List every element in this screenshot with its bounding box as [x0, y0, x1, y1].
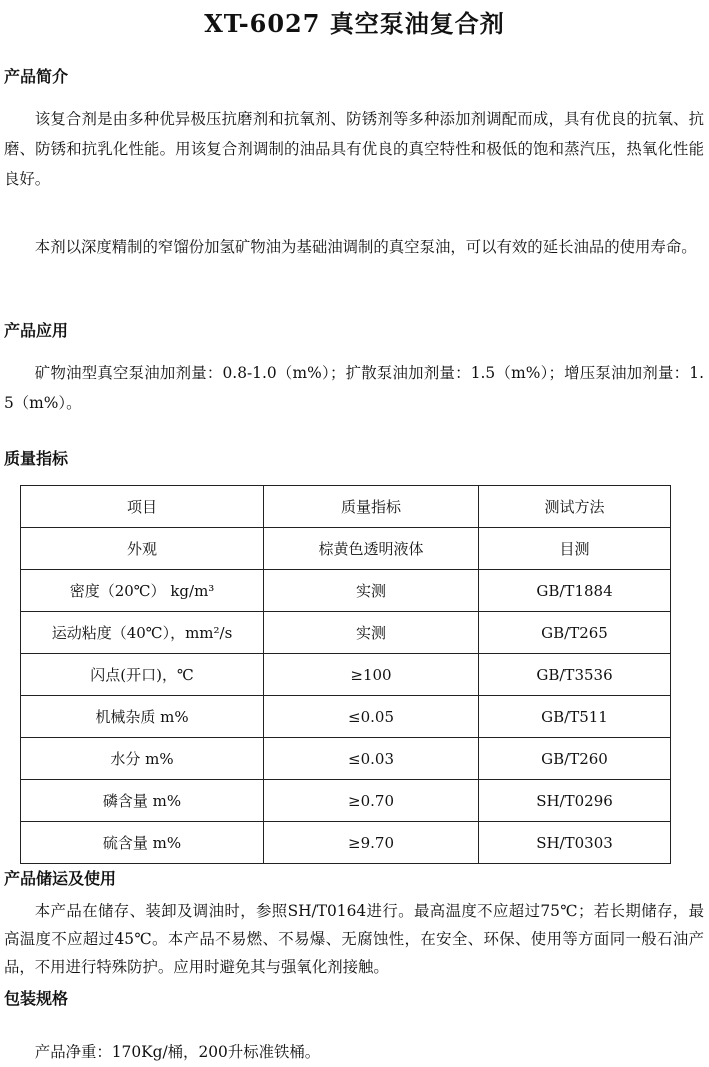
intro-paragraph-1: 该复合剂是由多种优异极压抗磨剂和抗氧剂、防锈剂等多种添加剂调配而成，具有优良的抗氧、抗磨、防锈和抗乳化性能。用该复合剂调制的油品具有优良的真空特性和极低的饱和蒸汽压，热氧化性能良好。 [4, 110, 704, 188]
quality-spec-table [20, 485, 671, 864]
table-cell-spec: 实测 [264, 570, 479, 612]
table-row [21, 696, 671, 738]
table-row [21, 738, 671, 780]
table-header-cell: 质量指标 [264, 486, 479, 528]
table-cell-spec: ≤0.05 [264, 696, 479, 738]
section-heading-packaging: 包装规格 [4, 989, 69, 1008]
table-cell-spec: 棕黄色透明液体 [264, 528, 479, 570]
section-heading-storage: 产品储运及使用 [4, 869, 117, 888]
table-row [21, 570, 671, 612]
table-row [21, 822, 671, 864]
table-cell-item: 密度（20℃） kg/m³ [21, 570, 264, 612]
table-cell-item: 机械杂质 m% [21, 696, 264, 738]
table-cell-method: GB/T1884 [479, 570, 671, 612]
table-cell-spec: 实测 [264, 612, 479, 654]
table-cell-spec: ≥100 [264, 654, 479, 696]
table-cell-spec: ≥0.70 [264, 780, 479, 822]
table-row [21, 654, 671, 696]
packaging-paragraph: 产品净重：170Kg/桶，200升标准铁桶。 [34, 1043, 321, 1061]
intro-paragraph-2: 本剂以深度精制的窄馏份加氢矿物油为基础油调制的真空泵油，可以有效的延长油品的使用寿命。 [34, 238, 697, 256]
table-header-row [21, 486, 671, 528]
table-cell-item: 闪点(开口)，℃ [21, 654, 264, 696]
table-cell-method: GB/T265 [479, 612, 671, 654]
table-cell-spec: ≥9.70 [264, 822, 479, 864]
table-cell-spec: ≤0.03 [264, 738, 479, 780]
table-header-cell: 项目 [21, 486, 264, 528]
table-cell-method: GB/T260 [479, 738, 671, 780]
section-heading-quality: 质量指标 [4, 449, 69, 468]
application-paragraph: 矿物油型真空泵油加剂量：0.8-1.0（m%）；扩散泵油加剂量：1.5（m%）；增压泵油加剂量：1.5（m%）。 [4, 364, 704, 412]
table-header-cell: 测试方法 [479, 486, 671, 528]
table-cell-method: SH/T0303 [479, 822, 671, 864]
table-cell-item: 磷含量 m% [21, 780, 264, 822]
table-cell-item: 外观 [21, 528, 264, 570]
table-cell-method: GB/T511 [479, 696, 671, 738]
table-cell-method: SH/T0296 [479, 780, 671, 822]
section-heading-intro: 产品简介 [4, 67, 69, 86]
table-cell-item: 硫含量 m% [21, 822, 264, 864]
table-row [21, 780, 671, 822]
section-heading-application: 产品应用 [4, 321, 69, 340]
table-row [21, 528, 671, 570]
table-cell-method: 目测 [479, 528, 671, 570]
table-row [21, 612, 671, 654]
table-cell-item: 运动粘度（40℃），mm²/s [21, 612, 264, 654]
storage-paragraph: 本产品在储存、装卸及调油时，参照SH/T0164进行。最高温度不应超过75℃；若长期储存，最高温度不应超过45℃。本产品不易燃、不易爆、无腐蚀性，在安全、环保、使用等方面同一般石油产品，不用进行特殊防护。应用时避免其与强氧化剂接触。 [4, 902, 704, 976]
document-title: XT-6027 真空泵油复合剂 [204, 9, 505, 38]
table-cell-method: GB/T3536 [479, 654, 671, 696]
table-cell-item: 水分 m% [21, 738, 264, 780]
